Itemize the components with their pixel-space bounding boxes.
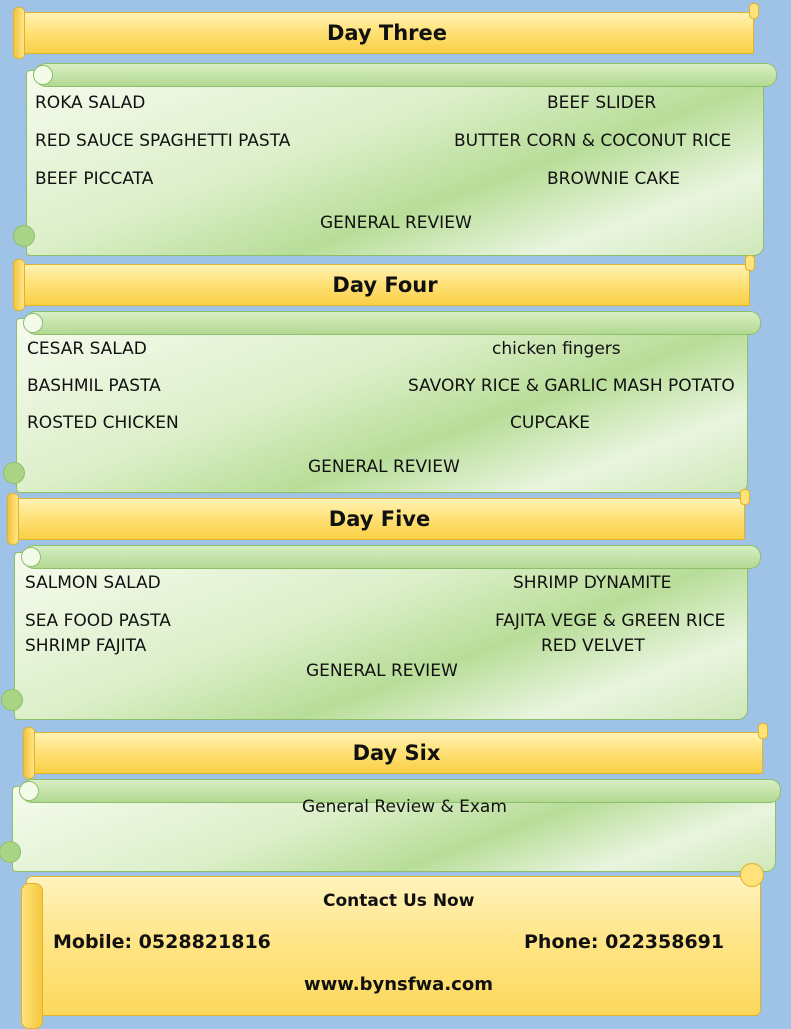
day-six-banner <box>30 732 763 774</box>
day-five-menu <box>14 552 748 720</box>
banner-curl <box>13 7 25 59</box>
day-four-title: Day Four <box>332 273 438 297</box>
scroll-curl <box>13 225 35 247</box>
menu-item: SALMON SALAD <box>25 573 161 593</box>
banner-curl <box>7 493 19 545</box>
website-link[interactable]: www.bynsfwa.com <box>304 974 493 995</box>
day-five-banner <box>14 498 745 540</box>
banner-curl <box>745 255 755 271</box>
menu-item: SHRIMP DYNAMITE <box>513 573 672 593</box>
day-four-banner <box>20 264 750 306</box>
general-review: GENERAL REVIEW <box>320 213 472 233</box>
menu-item: SHRIMP FAJITA <box>25 636 147 656</box>
day-three-banner <box>20 12 754 54</box>
menu-item: SAVORY RICE & GARLIC MASH POTATO <box>408 376 735 396</box>
day-six-menu <box>12 786 776 872</box>
scroll-curl <box>19 781 39 801</box>
day-three-title: Day Three <box>326 21 448 45</box>
scroll-curl <box>0 841 21 863</box>
scroll-top-roll <box>25 311 761 335</box>
contact-heading: Contact Us Now <box>323 891 475 911</box>
scroll-top-roll <box>35 63 777 87</box>
contact-scroll-roll <box>21 883 43 1029</box>
menu-item: FAJITA VEGE & GREEN RICE <box>495 611 726 631</box>
menu-item: BEEF SLIDER <box>547 93 657 113</box>
menu-item: BEEF PICCATA <box>35 169 154 189</box>
general-review: GENERAL REVIEW <box>308 457 460 477</box>
scroll-curl <box>23 313 43 333</box>
contact-scroll-curl <box>740 863 764 887</box>
menu-item: BUTTER CORN & COCONUT RICE <box>454 131 732 151</box>
banner-curl <box>13 259 25 311</box>
contact-panel <box>26 876 761 1016</box>
menu-item: chicken fingers <box>492 339 621 359</box>
day-five-title: Day Five <box>328 507 431 531</box>
day-six-title: Day Six <box>352 741 441 765</box>
menu-item: CUPCAKE <box>510 413 590 433</box>
banner-curl <box>740 489 750 505</box>
day-three-menu <box>26 70 764 256</box>
scroll-curl <box>3 462 25 484</box>
banner-curl <box>749 3 759 19</box>
menu-item: CESAR SALAD <box>27 339 147 359</box>
scroll-curl <box>1 689 23 711</box>
menu-item: RED SAUCE SPAGHETTI PASTA <box>35 131 291 151</box>
general-review-exam: General Review & Exam <box>302 797 507 817</box>
banner-curl <box>758 723 768 739</box>
mobile-number[interactable]: Mobile: 0528821816 <box>53 931 271 953</box>
scroll-top-roll <box>23 545 761 569</box>
scroll-curl <box>21 547 41 567</box>
day-four-menu <box>16 318 748 493</box>
menu-item: SEA FOOD PASTA <box>25 611 171 631</box>
phone-number[interactable]: Phone: 022358691 <box>524 931 725 953</box>
menu-item: ROSTED CHICKEN <box>27 413 179 433</box>
banner-curl <box>23 727 35 779</box>
menu-item: ROKA SALAD <box>35 93 146 113</box>
menu-item: BASHMIL PASTA <box>27 376 161 396</box>
menu-item: RED VELVET <box>541 636 645 656</box>
menu-item: BROWNIE CAKE <box>547 169 680 189</box>
scroll-curl <box>33 65 53 85</box>
general-review: GENERAL REVIEW <box>306 661 458 681</box>
